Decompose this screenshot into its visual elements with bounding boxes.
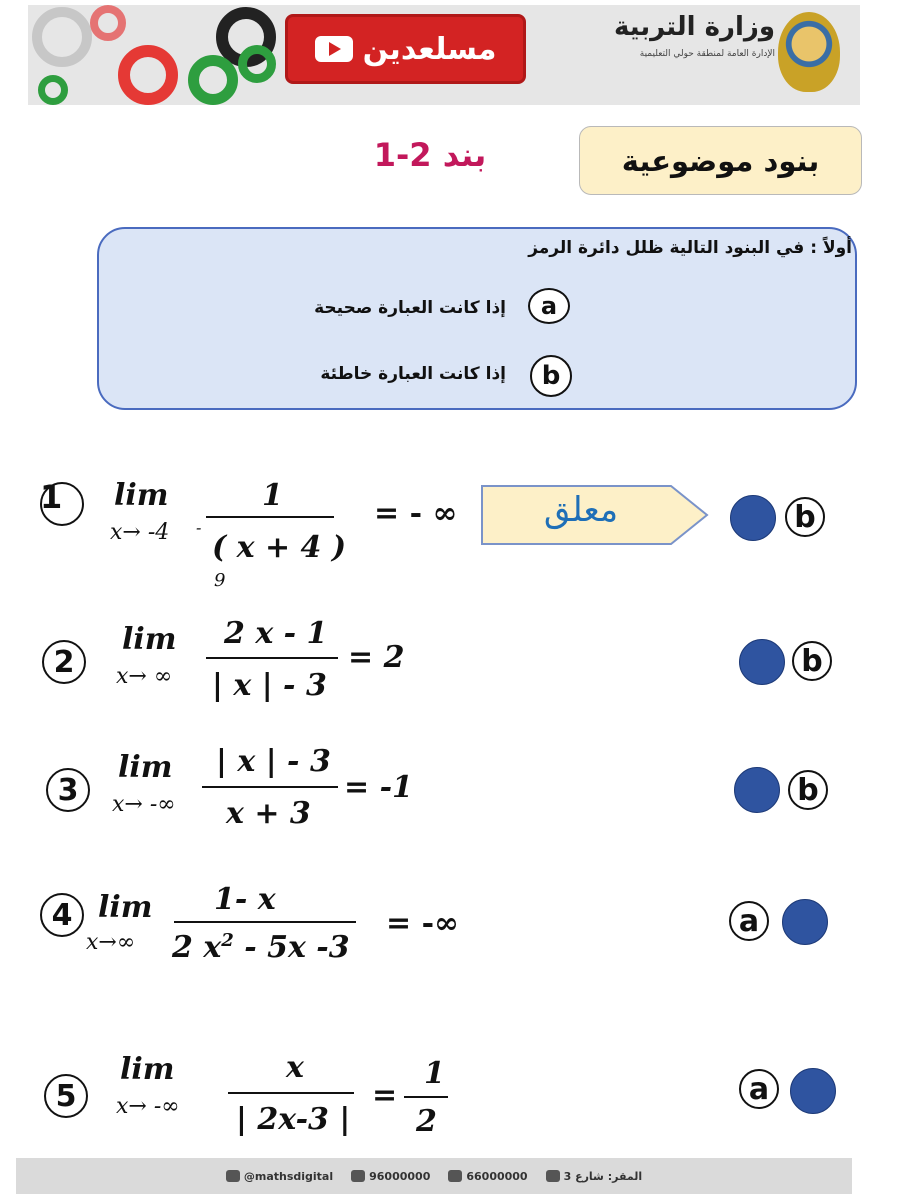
youtube-channel-button[interactable]	[285, 14, 526, 84]
denominator: x + 3	[226, 796, 311, 831]
footer-social: @mathsdigital	[226, 1170, 333, 1183]
ministry-name: وزارة التربية	[613, 12, 775, 42]
numerator: 1- x	[214, 882, 276, 917]
gear-icon	[238, 45, 276, 83]
limit-approach: x→ -4	[110, 520, 170, 545]
numerator: | x | - 3	[216, 744, 331, 779]
denominator: | 2x-3 |	[236, 1102, 351, 1137]
equation-rhs: = 2	[348, 640, 405, 675]
numerator: x	[286, 1050, 304, 1085]
question-number: 3	[46, 768, 90, 812]
ministry-subtitle: الإدارة العامة لمنطقة حولي التعليمية	[639, 49, 775, 59]
note-text: معلق	[543, 490, 619, 530]
denominator: ( x + 4 )	[212, 530, 347, 565]
gear-icon	[38, 75, 68, 105]
whatsapp-icon	[351, 1170, 365, 1182]
denominator: | x | - 3	[212, 668, 327, 703]
objective-title-box	[579, 126, 862, 195]
power: 9	[214, 570, 226, 591]
limit-approach: x→ ∞	[116, 664, 173, 689]
equation-rhs: = -∞	[386, 906, 460, 941]
footer-address: المقر: شارع 3	[546, 1170, 643, 1183]
fraction-bar	[228, 1092, 354, 1094]
answer-letter[interactable]: a	[739, 1069, 779, 1109]
numerator: 2 x - 1	[224, 616, 328, 651]
option-a-text: إذا كانت العبارة صحيحة	[314, 298, 506, 318]
question-number: 2	[42, 640, 86, 684]
fraction-bar	[174, 921, 356, 923]
lim-operator: lim	[98, 890, 153, 925]
lim-operator: lim	[118, 750, 173, 785]
answer-bubble-filled[interactable]	[734, 767, 780, 813]
numerator: 1	[262, 478, 283, 513]
equals-sign: =	[372, 1078, 398, 1113]
answer-letter[interactable]: b	[785, 497, 825, 537]
footer-whatsapp: 96000000	[351, 1170, 430, 1183]
option-b-text: إذا كانت العبارة خاطئة	[320, 364, 506, 384]
gear-icon	[32, 7, 92, 67]
question-number: 1	[40, 478, 63, 516]
question-number: 4	[40, 893, 84, 937]
objective-label: بنود موضوعية	[621, 143, 820, 178]
question-number: 5	[44, 1074, 88, 1118]
location-icon	[546, 1170, 560, 1182]
fraction-bar	[206, 516, 334, 518]
denominator: 2 $x^2 - 5x$ -3	[172, 930, 350, 965]
answer-bubble-filled[interactable]	[739, 639, 785, 685]
number-circle	[40, 482, 84, 526]
rhs-denominator: 2	[416, 1104, 437, 1139]
limit-approach: x→ -∞	[112, 792, 176, 817]
band-label: بند 2-1	[373, 136, 487, 174]
answer-letter[interactable]: b	[792, 641, 832, 681]
phone-icon	[448, 1170, 462, 1182]
option-a-circle: a	[528, 288, 570, 324]
ministry-logo	[530, 12, 775, 92]
footer-bar	[16, 1158, 852, 1194]
limit-approach: x→∞	[86, 930, 136, 955]
equation-rhs: = - ∞	[374, 496, 458, 531]
approach-sign: -	[196, 518, 202, 537]
lim-operator: lim	[120, 1052, 175, 1087]
fraction-bar	[206, 657, 338, 659]
lim-operator: lim	[114, 478, 169, 513]
rhs-numerator: 1	[424, 1056, 445, 1091]
option-b-circle: b	[530, 355, 572, 397]
kuwait-emblem-icon	[778, 12, 840, 92]
answer-letter[interactable]: a	[729, 901, 769, 941]
instructions-heading: أولاً : في البنود التالية ظلل دائرة الرمز	[528, 238, 852, 258]
rhs-fraction-bar	[404, 1096, 448, 1098]
answer-bubble-filled[interactable]	[730, 495, 776, 541]
limit-approach: x→ -∞	[116, 1094, 180, 1119]
instagram-icon	[226, 1170, 240, 1182]
channel-name: مسلعدين	[362, 31, 497, 67]
equation-rhs: = -1	[344, 770, 413, 805]
answer-bubble-filled[interactable]	[782, 899, 828, 945]
gear-icon	[188, 55, 238, 105]
gear-icon	[118, 45, 178, 105]
gear-icon	[90, 5, 126, 41]
footer-phone: 66000000	[448, 1170, 527, 1183]
answer-letter[interactable]: b	[788, 770, 828, 810]
fraction-bar	[202, 786, 338, 788]
play-icon	[315, 36, 353, 62]
answer-bubble-filled[interactable]	[790, 1068, 836, 1114]
lim-operator: lim	[122, 622, 177, 657]
